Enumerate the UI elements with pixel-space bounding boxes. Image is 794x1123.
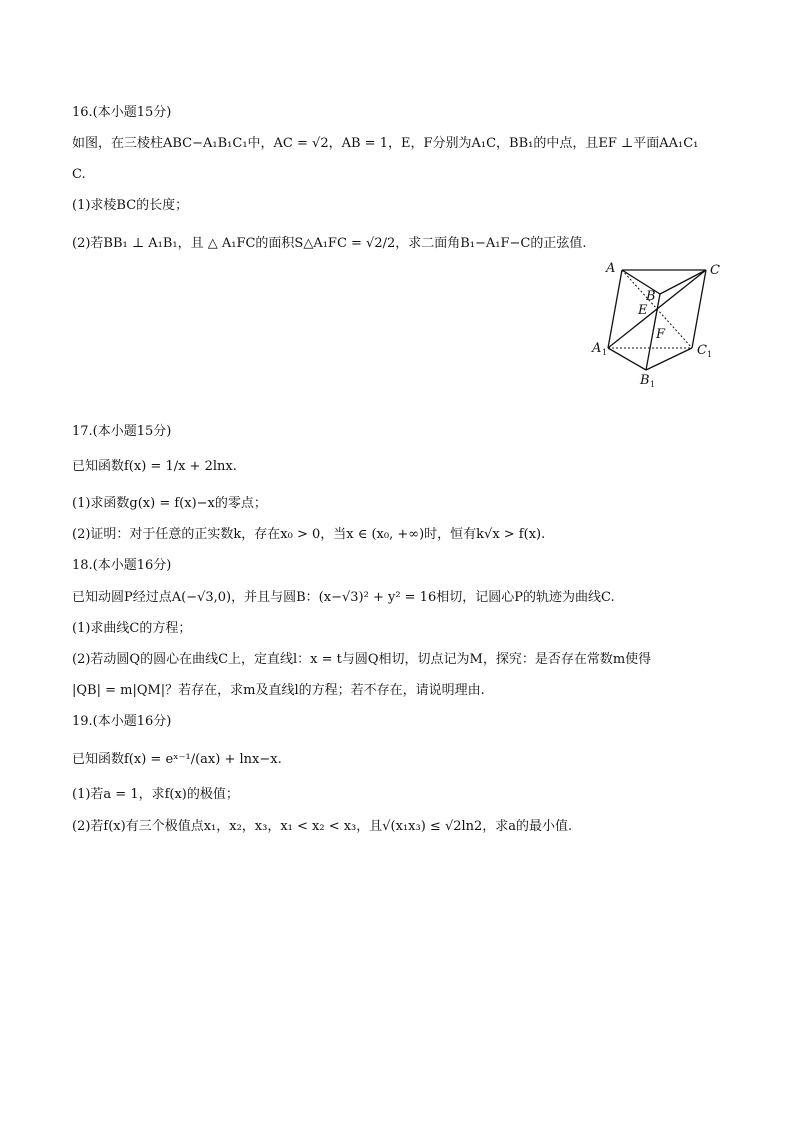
q18-part1: (1)求曲线C的方程； [72, 621, 192, 636]
label-C1: C [697, 343, 707, 358]
label-A: A [606, 261, 616, 276]
q18-part2-cont: |QB| = m|QM|？若存在，求m及直线l的方程；若不存在，请说明理由. [72, 683, 485, 698]
q19-part1: (1)若a = 1，求f(x)的极值； [72, 787, 239, 802]
q16-part2: (2)若BB₁ ⊥ A₁B₁，且 △ A₁FC的面积S△A₁FC = √2/2，求二面角B₁−A₁F−C的正弦值. [72, 236, 587, 251]
label-A1-sub: 1 [602, 348, 608, 357]
label-B: B [646, 289, 656, 304]
q19-part2: (2)若f(x)有三个极值点x₁，x₂，x₃，x₁ < x₂ < x₃，且√(x₁x₃) ≤ √2ln2，求a的最小值. [72, 819, 573, 834]
q17-part1: (1)求函数g(x) = f(x)−x的零点； [72, 496, 267, 511]
q16-header: 16.(本小题15分) [72, 105, 172, 120]
label-B1: B [640, 373, 650, 388]
q16-part1: (1)求棱BC的长度； [72, 198, 189, 213]
label-C1-sub: 1 [707, 350, 713, 359]
q16-statement-cont: C. [72, 167, 86, 182]
label-C: C [710, 263, 720, 278]
label-E: E [638, 303, 648, 318]
q17-part2: (2)证明：对于任意的正实数k，存在x₀ > 0，当x ∈ (x₀, +∞)时，恒有k√x > f(x). [72, 527, 546, 542]
q18-part2: (2)若动圆Q的圆心在曲线C上，定直线l：x = t与圆Q相切，切点记为M，探究：是否存在常数m使得 [72, 652, 652, 667]
q17-header: 17.(本小题15分) [72, 424, 172, 439]
q16-statement: 如图，在三棱柱ABC−A₁B₁C₁中，AC = √2，AB = 1，E，F分别为A₁C，BB₁的中点，且EF ⊥平面AA₁C₁ [72, 136, 699, 151]
q19-header: 19.(本小题16分) [72, 714, 172, 729]
q17-statement: 已知函数f(x) = 1/x + 2lnx. [72, 459, 237, 474]
label-B1-sub: 1 [650, 380, 656, 388]
prism-figure [588, 258, 728, 392]
q19-statement: 已知函数f(x) = eˣ⁻¹/(ax) + lnx−x. [72, 752, 282, 767]
q18-header: 18.(本小题16分) [72, 558, 172, 573]
label-A1: A [592, 341, 602, 356]
label-F: F [656, 327, 666, 342]
q18-statement: 已知动圆P经过点A(−√3,0)，并且与圆B：(x−√3)² + y² = 16相切，记圆心P的轨迹为曲线C. [72, 590, 615, 605]
triangular-prism-diagram [588, 258, 728, 388]
